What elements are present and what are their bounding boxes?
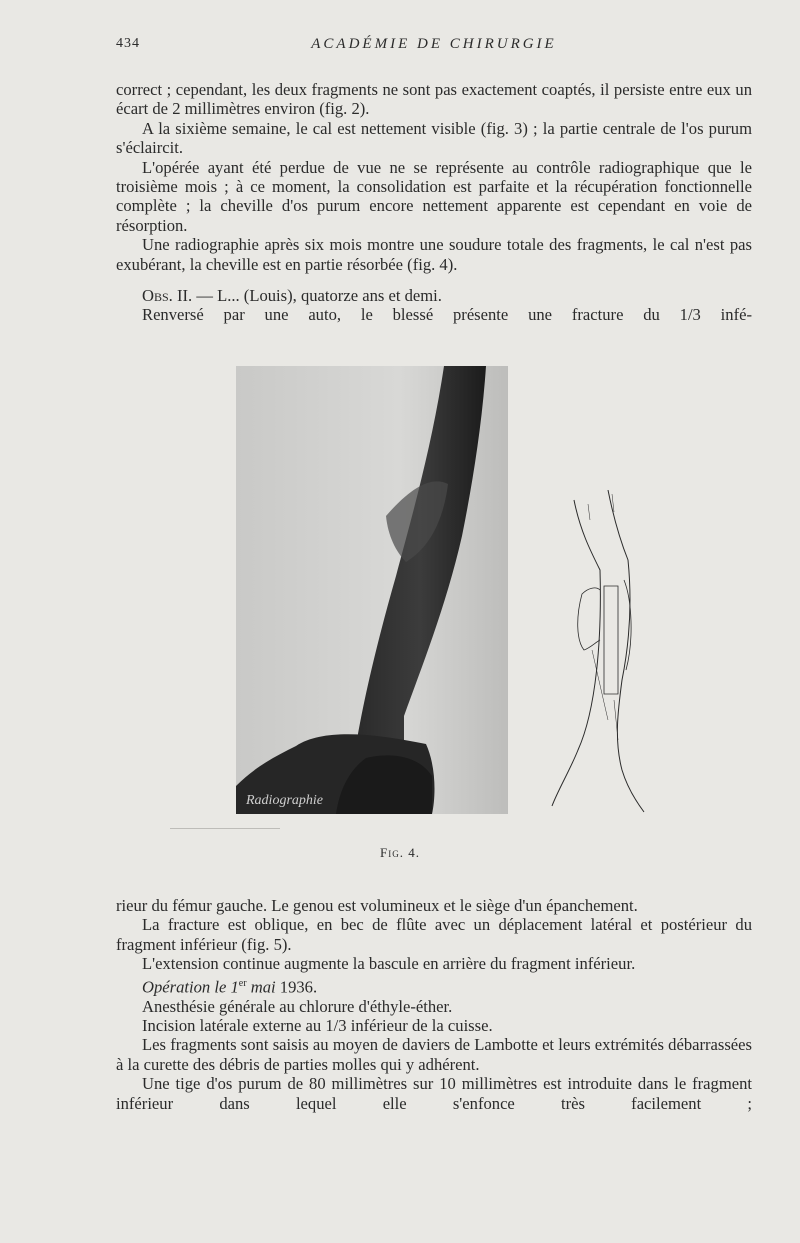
paragraph: L'opérée ayant été perdue de vue ne se représente au contrôle radiographique que le troisième mois ; à ce moment, la consolidation est parfaite et la récupération fonctionnelle complète ; la cheville d'os purum encore nettement apparente est cependant en voie de résorption.	[116, 157, 752, 235]
operation-month: mai	[246, 977, 276, 997]
figure-caption	[0, 845, 800, 861]
paragraph: rieur du fémur gauche. Le genou est volumineux et le siège d'un épanchement.	[116, 896, 638, 915]
top-text-block	[116, 80, 752, 325]
bottom-text-block	[116, 896, 752, 1113]
observation-label: Obs. II.	[142, 286, 193, 306]
paragraph: Renversé par une auto, le blessé présente une fracture du 1/3 infé-	[142, 305, 752, 325]
observation-heading	[116, 286, 752, 305]
paragraph: L'extension continue augmente la bascule en arrière du fragment inférieur.	[142, 954, 636, 974]
paragraph: Les fragments sont saisis au moyen de daviers de Lambotte et leurs extrémités débarrassées à la curette des débris de parties molles qui y adhérent.	[116, 1035, 752, 1074]
paragraph: La fracture est oblique, en bec de flûte avec un déplacement latéral et postérieur du fragment inférieur (fig. 5).	[116, 915, 752, 954]
operation-date	[116, 974, 752, 997]
observation-text: — L... (Louis), quatorze ans et demi.	[192, 286, 442, 306]
figure-4	[170, 362, 770, 862]
xray-image	[236, 366, 508, 814]
running-header	[116, 36, 752, 58]
paragraph: Une tige d'os purum de 80 millimètres sur 10 millimètres est introduite dans le fragment inférieur dans lequel elle s'enfonce très facilement ;	[116, 1074, 752, 1113]
xray-inscription: Radiographie	[246, 793, 323, 808]
paragraph: correct ; cependant, les deux fragments ne sont pas exactement coaptés, il persiste entre eux un écart de 2 millimètres environ (fig. 2).	[116, 80, 752, 119]
figure-rule	[170, 828, 280, 829]
paragraph: Incision latérale externe au 1/3 inférieur de la cuisse.	[142, 1015, 493, 1035]
caption-prefix: Fig.	[380, 845, 404, 860]
paragraph: Une radiographie après six mois montre une soudure totale des fragments, le cal n'est pas exubérant, la cheville est en partie résorbée (fig. 4).	[116, 235, 752, 274]
page-number: 434	[116, 36, 140, 51]
operation-year: 1936.	[275, 977, 318, 997]
operation-sup: er	[238, 977, 247, 989]
bone-sketch	[548, 490, 658, 820]
paragraph: A la sixième semaine, le cal est nettement visible (fig. 3) ; la partie centrale de l'os purum s'éclaircit.	[116, 118, 752, 158]
caption-number: 4.	[408, 845, 420, 860]
operation-label: Opération le 1	[142, 977, 239, 997]
paragraph: Anesthésie générale au chlorure d'éthyle-éther.	[142, 996, 453, 1016]
running-title: ACADÉMIE DE CHIRURGIE	[311, 36, 557, 52]
